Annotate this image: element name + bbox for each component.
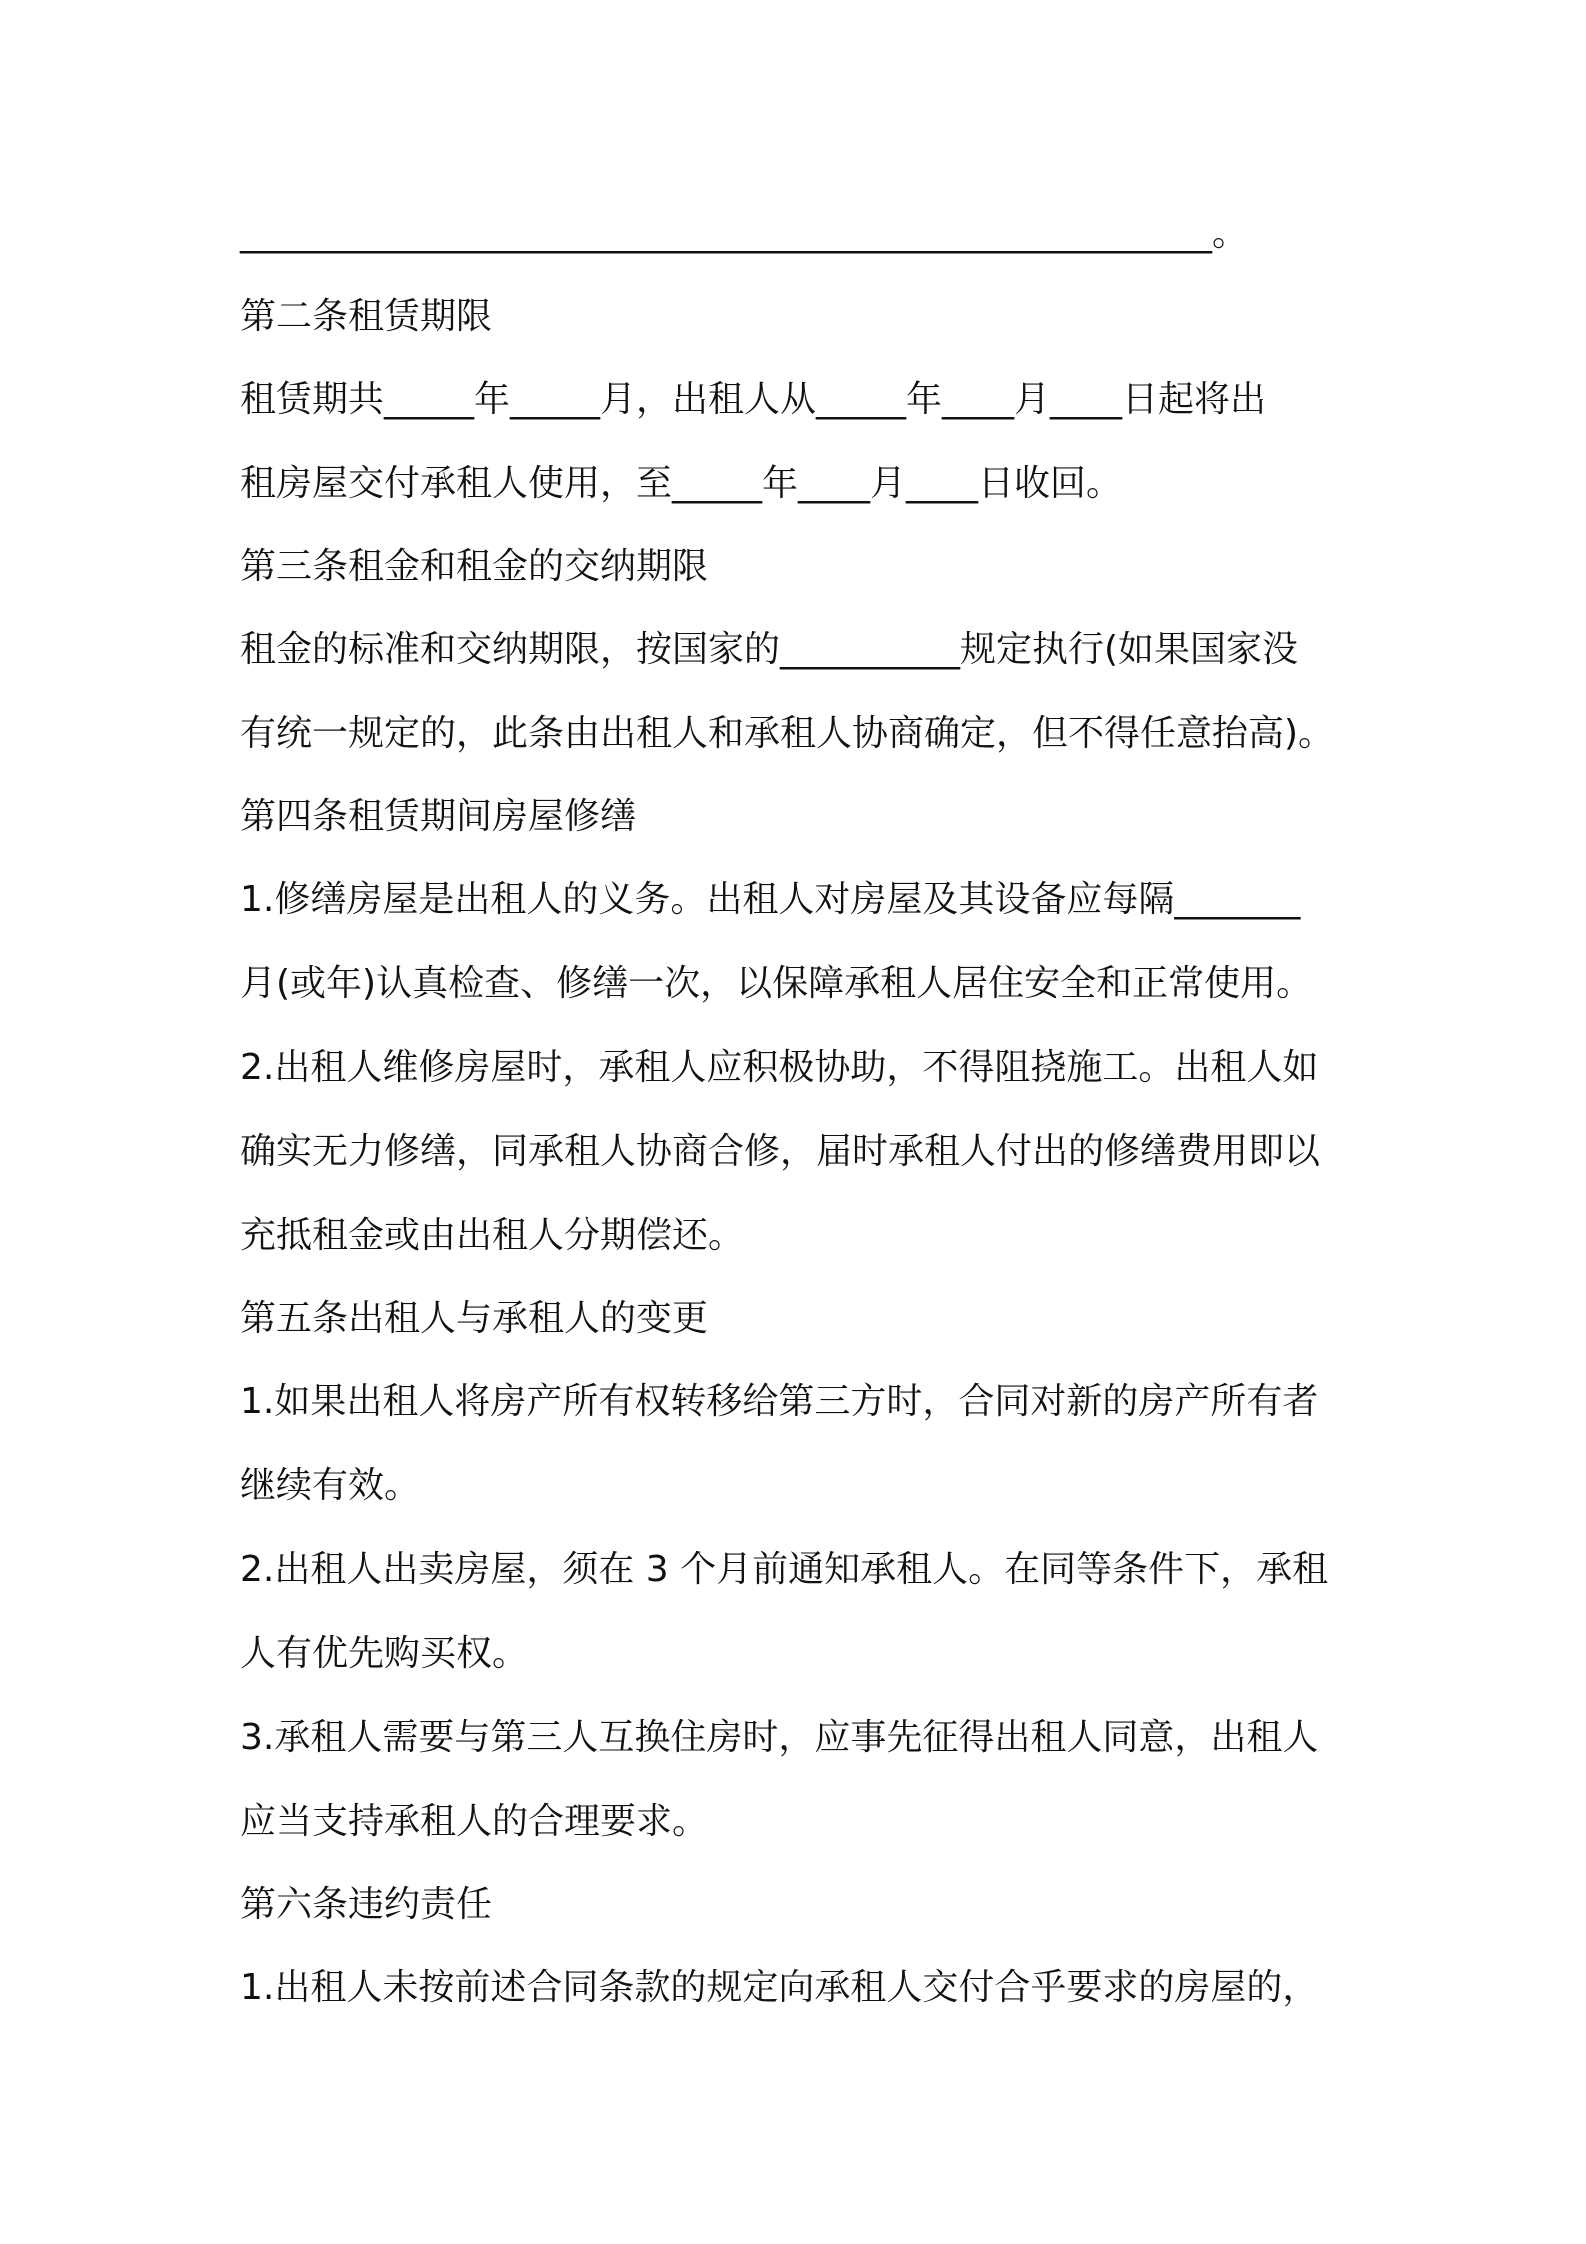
article-4-clause-1-line-2: 月(或年)认真检查、修缮一次，以保障承租人居住安全和正常使用。 [240,963,1313,1004]
article-2-heading: 第二条租赁期限 [240,296,493,337]
blank-fill-line: ______________________________________________________。 [240,213,1248,254]
article-5-clause-3-line-2: 应当支持承租人的合理要求。 [240,1801,709,1842]
article-3-heading: 第三条租金和租金的交纳期限 [240,546,709,587]
article-4-clause-2-line-1: 2.出租人维修房屋时，承租人应积极协助，不得阻挠施工。出租人如 [240,1047,1319,1088]
article-5-clause-2-line-2: 人有优先购买权。 [240,1633,529,1674]
document-body [240,192,1360,2030]
article-5-clause-1-line-1: 1.如果出租人将房产所有权转移给第三方时，合同对新的房产所有者 [240,1381,1319,1422]
article-2-text-line-1: 租赁期共_____年_____月，出租人从_____年____月____日起将出 [240,379,1267,420]
article-5-clause-1-line-2: 继续有效。 [240,1465,421,1506]
article-5-heading: 第五条出租人与承租人的变更 [240,1298,709,1339]
article-5-clause-3-line-1: 3.承租人需要与第三人互换住房时，应事先征得出租人同意，出租人 [240,1717,1319,1758]
article-6-heading: 第六条违约责任 [240,1884,493,1925]
article-5-clause-2-line-1: 2.出租人出卖房屋，须在 3 个月前通知承租人。在同等条件下，承租 [240,1549,1329,1590]
article-4-clause-1-line-1: 1.修缮房屋是出租人的义务。出租人对房屋及其设备应每隔_______ [240,879,1301,920]
article-6-clause-1-line-1: 1.出租人未按前述合同条款的规定向承租人交付合乎要求的房屋的， [240,1967,1319,2008]
article-3-text-line-2: 有统一规定的，此条由出租人和承租人协商确定，但不得任意抬高)。 [240,713,1335,754]
article-4-heading: 第四条租赁期间房屋修缮 [240,796,637,837]
article-3-text-line-1: 租金的标准和交纳期限，按国家的__________规定执行(如果国家没 [240,629,1299,670]
article-2-text-line-2: 租房屋交付承租人使用，至_____年____月____日收回。 [240,463,1123,504]
article-4-clause-2-line-2: 确实无力修缮，同承租人协商合修，届时承租人付出的修缮费用即以 [240,1131,1321,1172]
article-4-clause-2-line-3: 充抵租金或由出租人分期偿还。 [240,1215,745,1256]
